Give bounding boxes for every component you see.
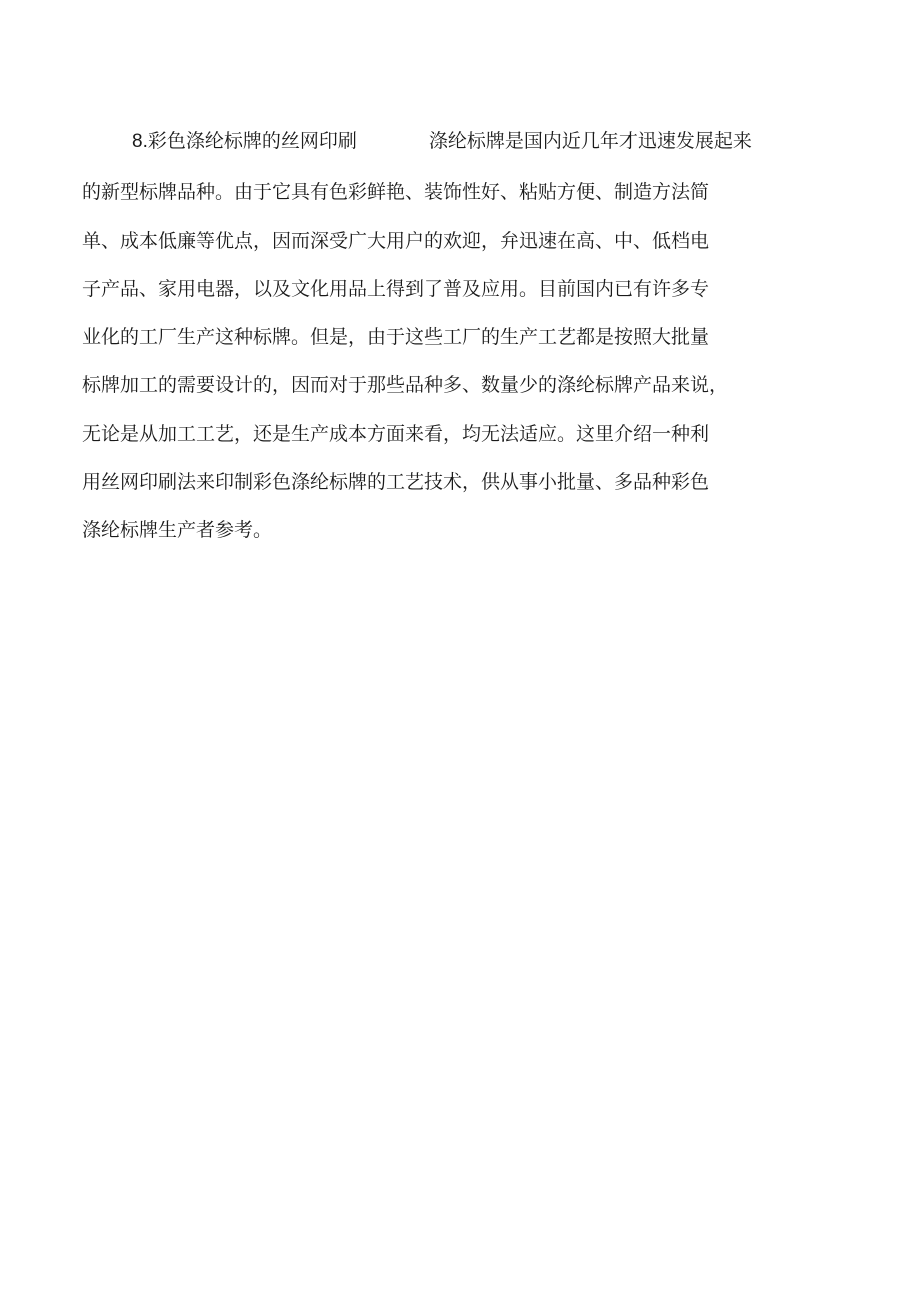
paragraph-line-6: 标牌加工的需要设计的，因而对于那些品种多、数量少的涤纶标牌产品来说，	[82, 374, 729, 396]
paragraph-text-line-1: 涤纶标牌是国内近几年才迅速发展起来	[428, 130, 752, 152]
paragraph-line-4: 子产品、家用电器，以及文化用品上得到了普及应用。目前国内已有许多专	[82, 278, 710, 300]
paragraph-line-2: 的新型标牌品种。由于它具有色彩鲜艳、装饰性好、粘贴方便、制造方法简	[82, 181, 710, 203]
paragraph-line-9: 涤纶标牌生产者参考。	[82, 519, 273, 541]
paragraph-line-1	[132, 129, 752, 154]
section-number: 8.	[132, 131, 148, 152]
paragraph-line-8: 用丝网印刷法来印制彩色涤纶标牌的工艺技术，供从事小批量、多品种彩色	[82, 471, 710, 493]
paragraph-line-3: 单、成本低廉等优点，因而深受广大用户的欢迎，弁迅速在高、中、低档电	[82, 230, 710, 252]
paragraph-line-5: 业化的工厂生产这种标牌。但是，由于这些工厂的生产工艺都是按照大批量	[82, 326, 710, 348]
section-title: 彩色涤纶标牌的丝网印刷	[147, 130, 357, 152]
paragraph-line-7: 无论是从加工工艺，还是生产成本方面来看，均无法适应。这里介绍一种利	[82, 423, 710, 445]
